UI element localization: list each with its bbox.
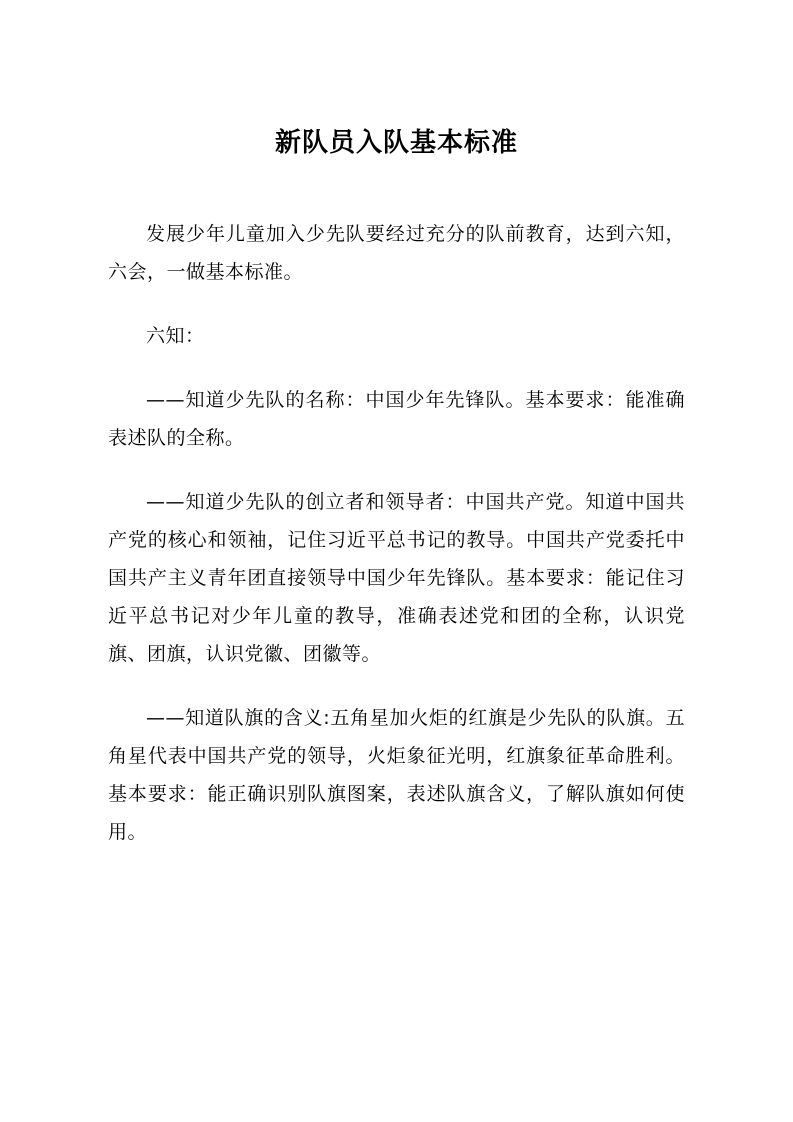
- paragraph-intro: 发展少年儿童加入少先队要经过充分的队前教育，达到六知，六会，一做基本标准。: [108, 223, 685, 283]
- page-title: 新队员入队基本标准: [274, 128, 518, 158]
- paragraph-item-founder: ——知道少先队的创立者和领导者：中国共产党。知道中国共产党的核心和领袖，记住习近平总书记的教导。中国共产党委托中国共产主义青年团直接领导中国少年先锋队。基本要求：能记住习近平总书记对少年儿童的教导，准确表述党和团的全称，认识党旗、团旗，认识党徽、团徽等。: [108, 491, 685, 665]
- document-body: [108, 215, 685, 851]
- paragraph-item-name: ——知道少先队的名称：中国少年先锋队。基本要求：能准确表述队的全称。: [108, 389, 685, 449]
- paragraph-item-flag: ——知道队旗的含义:五角星加火炬的红旗是少先队的队旗。五角星代表中国共产党的领导，火炬象征光明，红旗象征革命胜利。基本要求：能正确识别队旗图案，表述队旗含义，了解队旗如何使用。: [108, 707, 685, 843]
- paragraph-section-heading: 六知：: [146, 325, 205, 347]
